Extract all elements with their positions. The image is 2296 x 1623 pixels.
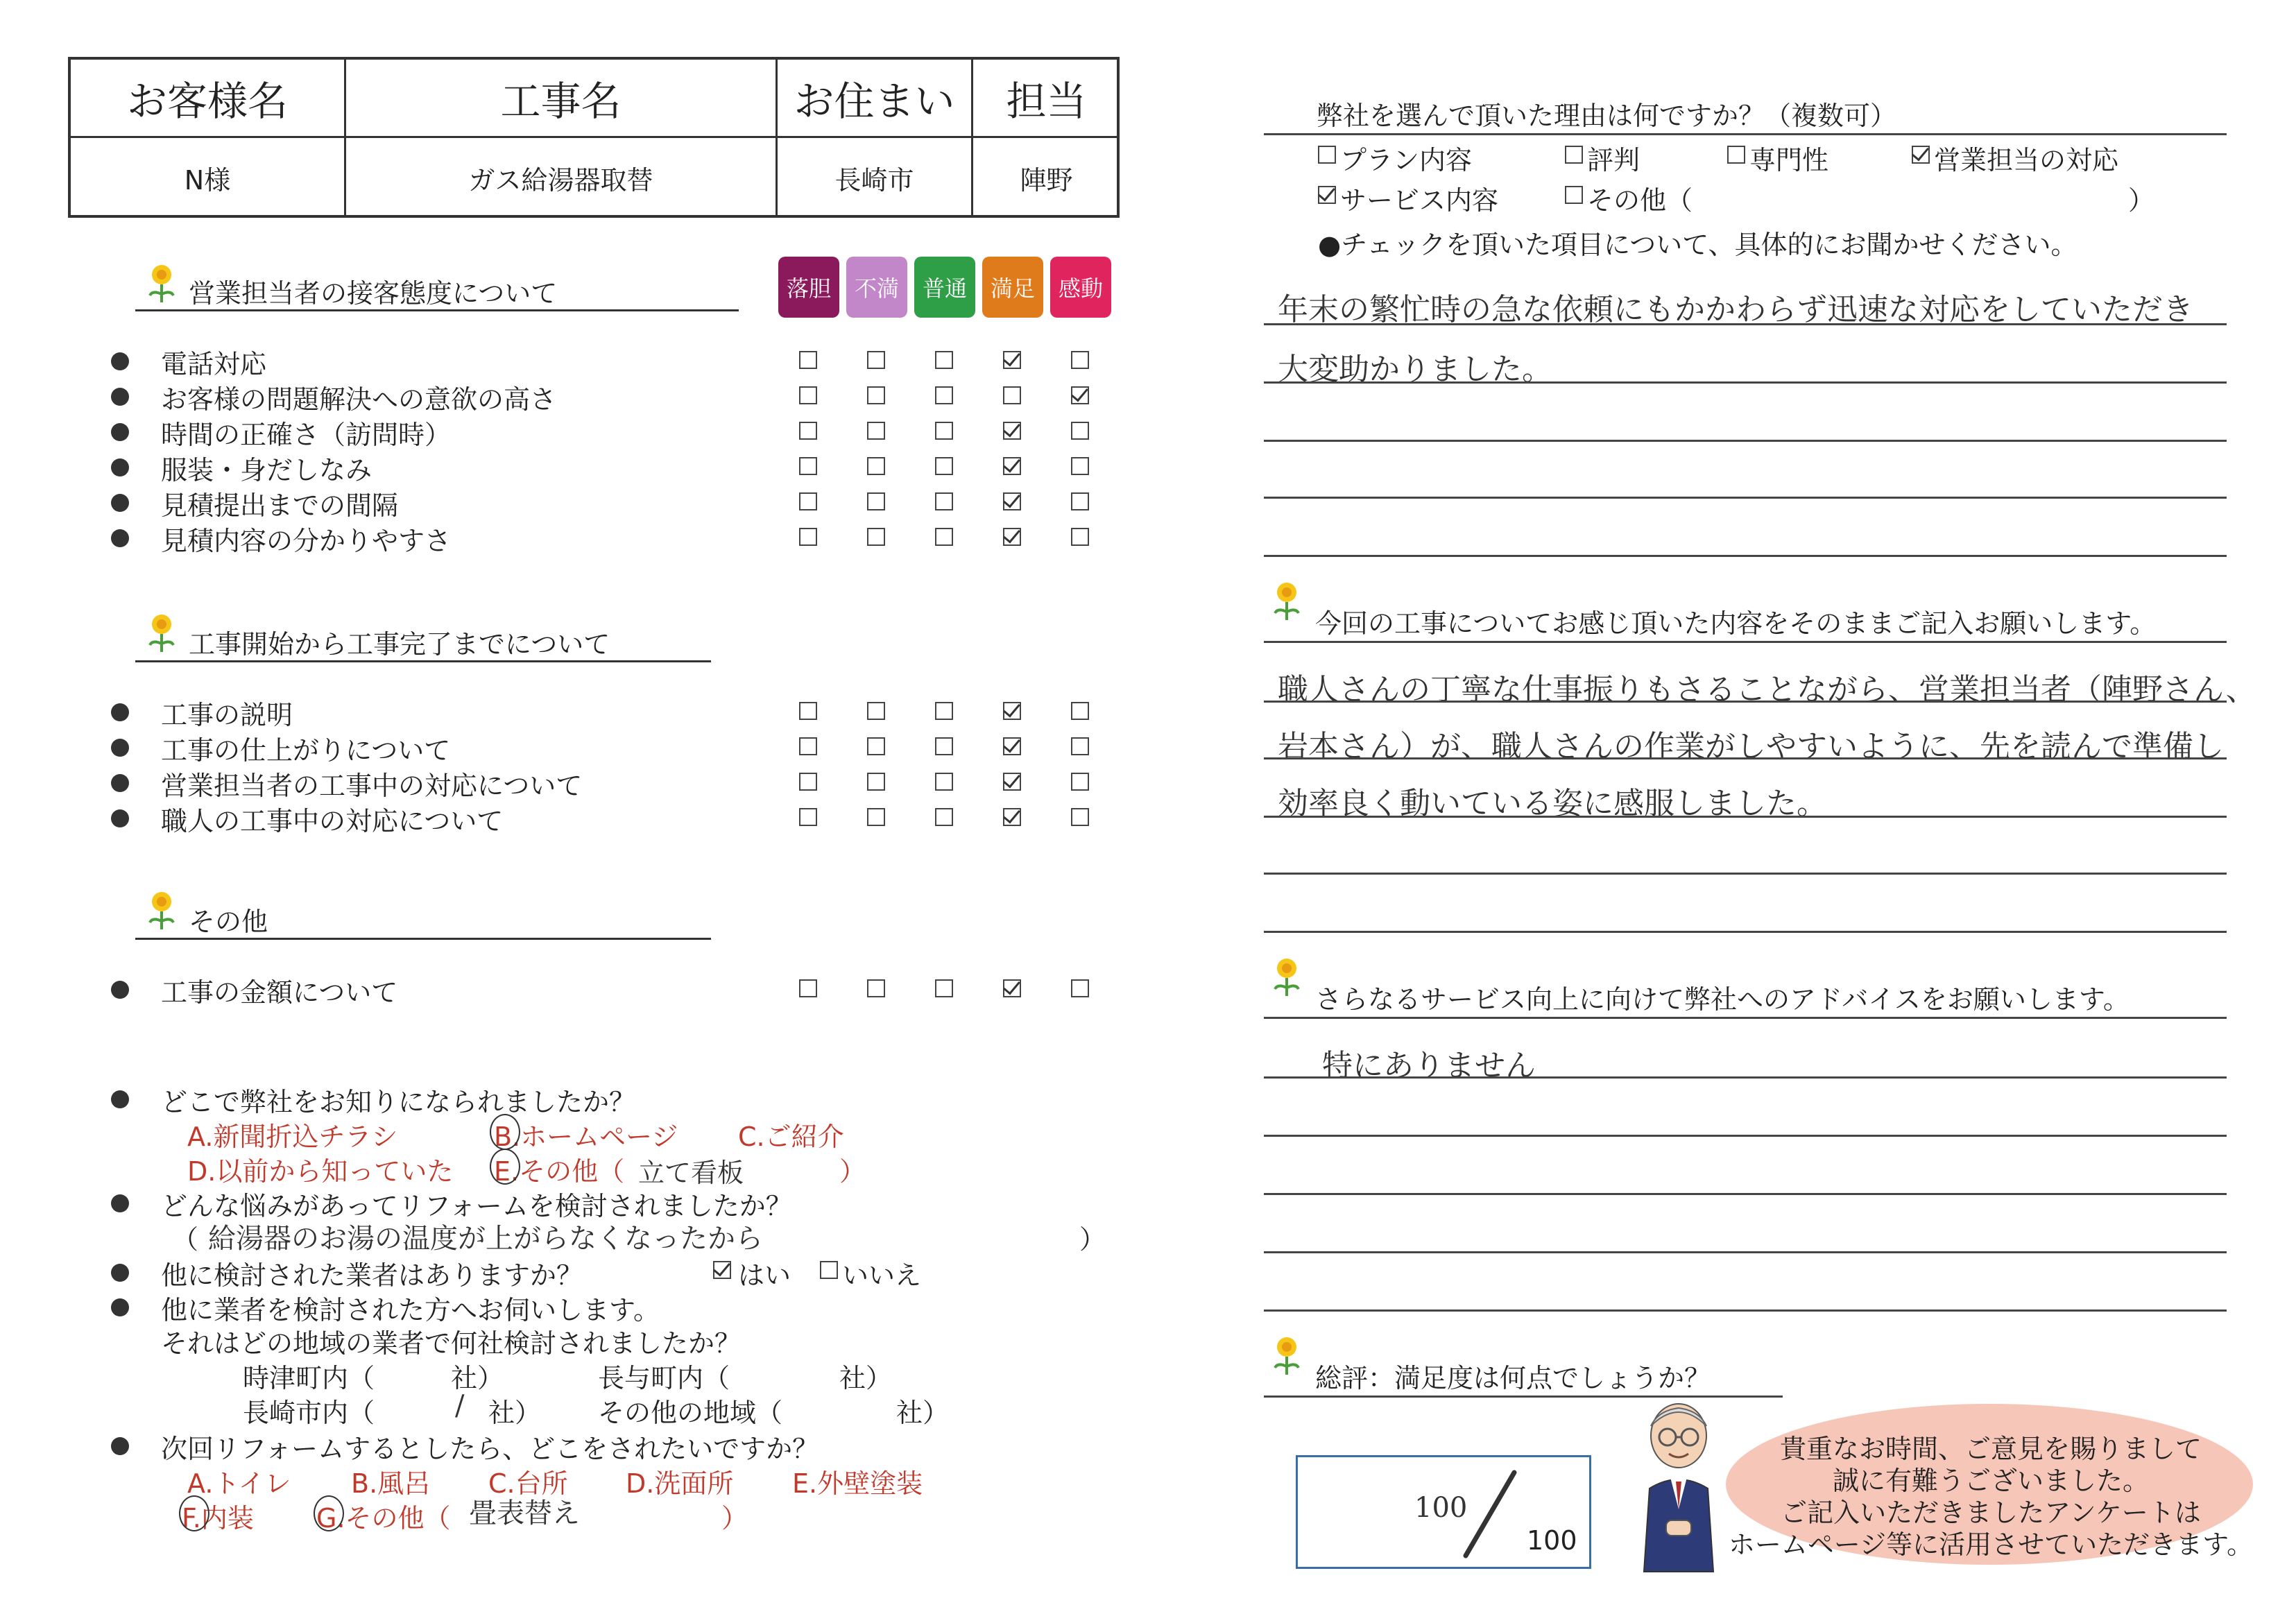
area-tokitsu-unit: 社） — [451, 1363, 504, 1393]
q-why-choose: 弊社を選んで頂いた理由は何ですか？（複数可） — [1317, 101, 1897, 131]
rating-checkbox[interactable] — [1071, 492, 1089, 510]
q-next: 次回リフォームするとしたら、どこをされたいですか？ — [161, 1434, 819, 1464]
next-answer: 畳表替え — [469, 1497, 580, 1529]
reason-option-label: プラン内容 — [1340, 145, 1473, 175]
section1-title: 営業担当者の接客態度について — [189, 278, 558, 309]
rating-header-1: 不満 — [846, 257, 907, 318]
rating-checkbox[interactable] — [935, 422, 953, 440]
rating-checkbox[interactable] — [867, 422, 885, 440]
answer2-line2: 岩本さん）が、職人さんの作業がしやすいように、先を読んで準備し — [1278, 729, 2224, 764]
thanks-line2: 誠に有難うございました。 — [1832, 1466, 2149, 1496]
q-score: 総評：満足度は何点でしょうか？ — [1315, 1363, 1711, 1393]
rating-checkbox[interactable] — [935, 528, 953, 546]
bullet — [111, 774, 129, 792]
next-kitchen: C.台所 — [488, 1468, 568, 1499]
opt-newspaper: A.新聞折込チラシ — [187, 1122, 398, 1152]
reason-checkbox[interactable] — [1318, 146, 1336, 164]
next-other: G.その他（ — [316, 1503, 451, 1534]
next-interior: F.内装 — [182, 1503, 254, 1534]
rating-checkbox[interactable] — [1071, 808, 1089, 826]
rating-header-3: 満足 — [982, 257, 1043, 318]
address-label: お住まい — [794, 78, 955, 125]
q-advice: さらなるサービス向上に向けて弊社へのアドバイスをお願いします。 — [1315, 984, 2130, 1015]
rating-checkbox[interactable] — [867, 979, 885, 997]
next-toilet: A.トイレ — [187, 1468, 291, 1499]
rating-checkbox[interactable] — [935, 386, 953, 404]
rating-checkbox[interactable] — [1003, 528, 1021, 546]
score-box — [1296, 1455, 1591, 1569]
rating-checkbox[interactable] — [799, 702, 817, 720]
rating-checkbox[interactable] — [935, 351, 953, 369]
area-nagasaki-unit: 社） — [488, 1398, 542, 1428]
answer2-line1: 職人さんの丁寧な仕事振りもさることながら、営業担当者（陣野さん、 — [1278, 672, 2256, 707]
bullet — [111, 981, 129, 999]
rating-checkbox[interactable] — [799, 351, 817, 369]
score-max: 100 — [1527, 1525, 1577, 1556]
answer1-line2: 大変助かりました。 — [1278, 352, 1552, 387]
bullet — [111, 1264, 129, 1282]
bullet — [111, 352, 129, 370]
answer1-line1: 年末の繁忙時の急な依頼にもかかわらず迅速な対応をしていただき — [1278, 292, 2193, 327]
flower-icon — [146, 262, 178, 304]
reason-checkbox[interactable] — [1565, 146, 1583, 164]
reason-close: ） — [1079, 1224, 1106, 1255]
rating-checkbox[interactable] — [867, 702, 885, 720]
rating-checkbox[interactable] — [1071, 351, 1089, 369]
bullet — [111, 529, 129, 547]
circle-mark — [179, 1495, 209, 1531]
answer3: 特にありません — [1322, 1048, 1536, 1083]
reason-opts-close: ） — [2128, 185, 2155, 216]
customer-value: N様 — [184, 165, 231, 196]
rating-checkbox[interactable] — [1071, 386, 1089, 404]
reason-answer: 給湯器のお湯の温度が上がらなくなったから — [208, 1223, 763, 1255]
rating-header-0: 落胆 — [778, 257, 839, 318]
area-nagayo-unit: 社） — [839, 1363, 893, 1393]
rating-checkbox[interactable] — [1003, 979, 1021, 997]
rating-checkbox[interactable] — [867, 457, 885, 475]
rating-checkbox[interactable] — [1071, 737, 1089, 755]
rating-checkbox[interactable] — [1071, 773, 1089, 791]
rating-checkbox[interactable] — [1071, 422, 1089, 440]
no-checkbox[interactable] — [820, 1261, 838, 1279]
slash-mark — [1459, 1466, 1521, 1563]
staff-mascot-icon — [1630, 1398, 1727, 1576]
yes-checkbox[interactable] — [713, 1261, 731, 1279]
rating-checkbox[interactable] — [935, 492, 953, 510]
yes-label: はい — [738, 1260, 791, 1291]
reason-checkbox[interactable] — [1565, 186, 1583, 204]
rating-checkbox[interactable] — [1003, 737, 1021, 755]
area-nagayo: 長与町内（ — [598, 1363, 730, 1393]
rating-checkbox[interactable] — [935, 808, 953, 826]
rating-item-label: お客様の問題解決への意欲の高さ — [161, 384, 557, 415]
score-value: 100 — [1414, 1492, 1468, 1524]
bullet — [111, 703, 129, 721]
flower-icon — [1271, 956, 1303, 997]
header-table — [68, 57, 1120, 218]
rating-checkbox[interactable] — [799, 773, 817, 791]
rating-checkbox[interactable] — [1003, 702, 1021, 720]
rating-checkbox[interactable] — [799, 808, 817, 826]
rating-checkbox[interactable] — [1071, 528, 1089, 546]
rating-checkbox[interactable] — [799, 528, 817, 546]
q-why-sub: ●チェックを頂いた項目について、具体的にお聞かせください。 — [1318, 230, 2077, 260]
no-label: いいえ — [842, 1260, 922, 1291]
rating-checkbox[interactable] — [867, 808, 885, 826]
staff-label: 担当 — [1006, 78, 1087, 125]
rating-checkbox[interactable] — [799, 737, 817, 755]
rating-checkbox[interactable] — [1071, 457, 1089, 475]
next-other-close: ） — [721, 1503, 748, 1534]
area-nagasaki-count: / — [455, 1390, 465, 1422]
address-value: 長崎市 — [834, 165, 914, 196]
flower-icon — [1271, 580, 1303, 621]
bullet — [111, 458, 129, 476]
bullet — [111, 1298, 129, 1316]
rating-item-label: 工事の仕上がりについて — [161, 735, 451, 766]
circle-mark — [490, 1149, 520, 1185]
reason-option-label: 専門性 — [1749, 145, 1829, 175]
q-know: どこで弊社をお知りになられましたか？ — [161, 1087, 636, 1117]
rating-checkbox[interactable] — [867, 528, 885, 546]
rating-checkbox[interactable] — [1003, 457, 1021, 475]
rating-checkbox[interactable] — [1071, 979, 1089, 997]
rating-checkbox[interactable] — [799, 457, 817, 475]
rating-checkbox[interactable] — [867, 386, 885, 404]
staff-value: 陣野 — [1020, 165, 1073, 196]
rating-item-label: 職人の工事中の対応について — [161, 806, 504, 836]
rating-checkbox[interactable] — [867, 351, 885, 369]
reason-option-label: その他（ — [1587, 185, 1693, 216]
rating-item-label: 見積内容の分かりやすさ — [161, 526, 452, 556]
bullet — [111, 809, 129, 827]
bullet — [111, 423, 129, 441]
thanks-line4: ホームページ等に活用させていただきます。 — [1728, 1529, 2254, 1560]
rating-checkbox[interactable] — [1071, 702, 1089, 720]
flower-icon — [146, 889, 178, 931]
rating-checkbox[interactable] — [867, 737, 885, 755]
bullet — [111, 494, 129, 512]
rating-checkbox[interactable] — [867, 492, 885, 510]
rating-checkbox[interactable] — [1003, 422, 1021, 440]
know-answer: 立て看板 — [638, 1158, 744, 1188]
work-value: ガス給湯器取替 — [468, 165, 653, 196]
opt-known: D.以前から知っていた — [187, 1156, 454, 1187]
rating-item-label: 服装・身だしなみ — [161, 455, 372, 486]
rating-item-label: 工事の説明 — [161, 700, 293, 730]
section3-title: その他 — [189, 907, 268, 937]
bullet — [111, 739, 129, 757]
flower-icon — [146, 612, 178, 653]
rating-header-4: 感動 — [1050, 257, 1111, 318]
bullet — [111, 1090, 129, 1108]
rating-checkbox[interactable] — [867, 773, 885, 791]
customer-label: お客様名 — [126, 78, 288, 125]
flower-icon — [1271, 1334, 1303, 1376]
reason-option-label: 評判 — [1587, 145, 1640, 175]
next-washroom: D.洗面所 — [626, 1468, 734, 1499]
thanks-line3: ご記入いただきましたアンケートは — [1781, 1497, 2201, 1528]
rating-checkbox[interactable] — [935, 979, 953, 997]
reason-option-label: 営業担当の対応 — [1934, 145, 2119, 175]
rating-checkbox[interactable] — [935, 702, 953, 720]
bullet — [111, 1437, 129, 1455]
reason-checkbox[interactable] — [1318, 186, 1336, 204]
reason-checkbox[interactable] — [1912, 146, 1930, 164]
q-other-vendor: 他に検討された業者はありますか？ — [161, 1260, 583, 1291]
work-label: 工事名 — [500, 78, 622, 125]
rating-checkbox[interactable] — [799, 386, 817, 404]
rating-item-label: 時間の正確さ（訪問時） — [161, 420, 452, 450]
area-nagasaki: 長崎市内（ — [243, 1398, 375, 1428]
bullet — [111, 388, 129, 406]
opt-referral: C.ご紹介 — [738, 1122, 844, 1152]
next-exterior: E.外壁塗装 — [792, 1468, 923, 1499]
rating-checkbox[interactable] — [799, 422, 817, 440]
rating-checkbox[interactable] — [1003, 773, 1021, 791]
area-other: その他の地域（ — [598, 1398, 783, 1428]
bullet — [111, 1194, 129, 1212]
next-bath: B.風呂 — [351, 1468, 431, 1499]
rating-item-label: 営業担当者の工事中の対応について — [161, 771, 583, 801]
rating-item-label: 工事の金額について — [161, 977, 398, 1008]
rating-item-label: 見積提出までの間隔 — [161, 490, 399, 521]
q-area-line1: 他に業者を検討された方へお伺いします。 — [161, 1295, 660, 1325]
reason-open: （ — [172, 1224, 199, 1255]
rating-checkbox[interactable] — [1003, 386, 1021, 404]
circle-mark — [314, 1495, 344, 1531]
rating-checkbox[interactable] — [1003, 492, 1021, 510]
q-impression: 今回の工事についてお感じ頂いた内容をそのままご記入お願いします。 — [1315, 608, 2157, 639]
rating-checkbox[interactable] — [1003, 351, 1021, 369]
circle-mark — [490, 1114, 520, 1150]
area-other-unit: 社） — [896, 1398, 950, 1428]
opt-homepage: B.ホームページ — [494, 1122, 678, 1152]
reason-checkbox[interactable] — [1727, 146, 1745, 164]
rating-checkbox[interactable] — [799, 979, 817, 997]
area-tokitsu: 時津町内（ — [243, 1363, 375, 1393]
answer2-line3: 効率良く動いている姿に感服しました。 — [1278, 786, 1827, 821]
rating-checkbox[interactable] — [799, 492, 817, 510]
rating-checkbox[interactable] — [935, 457, 953, 475]
q-reason: どんな悩みがあってリフォームを検討されましたか？ — [161, 1191, 792, 1221]
reason-option-label: サービス内容 — [1340, 185, 1499, 216]
rating-header-2: 普通 — [914, 257, 975, 318]
thanks-line1: 貴重なお時間、ご意見を賜りまして — [1779, 1434, 2202, 1464]
q-area-line2: それはどの地域の業者で何社検討されましたか？ — [161, 1328, 742, 1359]
rating-checkbox[interactable] — [935, 737, 953, 755]
opt-other: E.その他（ — [494, 1156, 625, 1187]
section2-title: 工事開始から工事完了までについて — [189, 629, 610, 660]
rating-item-label: 電話対応 — [161, 349, 267, 379]
rating-checkbox[interactable] — [935, 773, 953, 791]
rating-checkbox[interactable] — [1003, 808, 1021, 826]
opt-other-close: ） — [839, 1156, 866, 1187]
